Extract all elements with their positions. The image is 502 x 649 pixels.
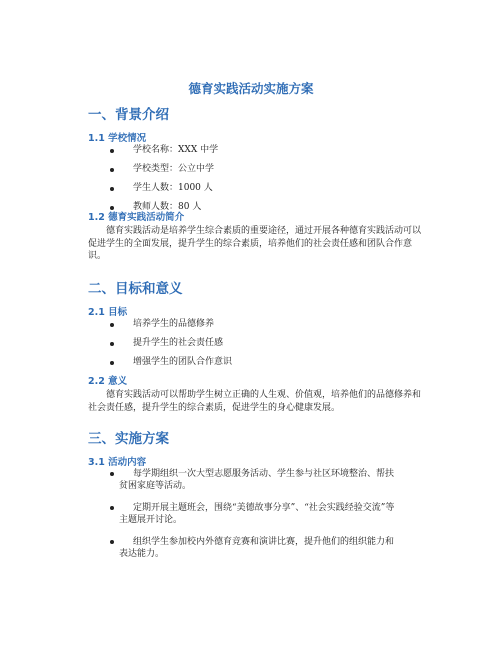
goals-list [0,317,502,374]
subheading-activity-intro: 1.2 德育实践活动简介 [88,212,185,223]
list-item: 增强学生的团队合作意识 [0,355,423,374]
school-info-list [0,143,502,219]
list-item: 教师人数：80 人 [0,200,423,219]
activity-content-list [0,468,502,570]
list-item: 提升学生的社会责任感 [0,336,423,355]
bullet-icon [110,361,114,365]
subheading-goals: 2.1 目标 [88,307,128,318]
subheading-significance: 2.2 意义 [88,376,128,387]
list-item: 培养学生的品德修养 [0,317,423,336]
section-heading-background: 一、背景介绍 [88,107,169,123]
bullet-icon [110,506,114,510]
bullet-icon [110,472,114,476]
subheading-activity-content: 3.1 活动内容 [88,457,147,468]
bullet-icon [110,187,114,191]
list-item: 定期开展主题班会，围绕“美德故事分享”、“社会实践经验交流”等主题展开讨论。 [0,502,401,526]
paragraph-significance: 德育实践活动可以帮助学生树立正确的人生观、价值观，培养他们的品德修养和社会责任感，提升学生的综合素质，促进学生的身心健康发展。 [88,390,422,413]
list-item: 学生人数：1000 人 [0,181,423,200]
bullet-icon [110,168,114,172]
bullet-icon [110,342,114,346]
section-heading-plan: 三、实施方案 [88,431,169,447]
bullet-icon [110,323,114,327]
bullet-icon [110,540,114,544]
list-item: 组织学生参加校内外德育竞赛和演讲比赛，提升他们的组织能力和表达能力。 [0,536,401,560]
bullet-icon [110,149,114,153]
subheading-school-info: 1.1 学校情况 [88,133,147,144]
paragraph-activity-intro: 德育实践活动是培养学生综合素质的重要途径，通过开展各种德育实践活动可以促进学生的全面发展，提升学生的综合素质，培养他们的社会责任感和团队合作意识。 [88,226,422,261]
list-item: 学校名称：XXX 中学 [0,143,423,162]
list-item: 学校类型：公立中学 [0,162,423,181]
section-heading-goals: 二、目标和意义 [88,281,183,297]
document-title: 德育实践活动实施方案 [188,81,314,96]
list-item: 每学期组织一次大型志愿服务活动、学生参与社区环境整治、帮扶贫困家庭等活动。 [0,468,401,492]
